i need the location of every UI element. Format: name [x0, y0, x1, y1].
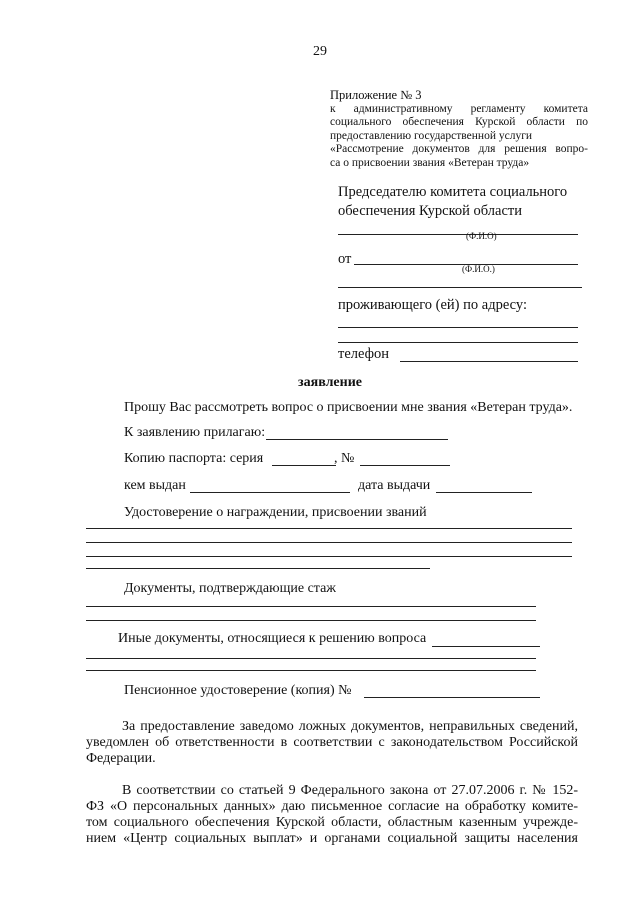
award-field-line[interactable]	[86, 528, 572, 529]
other-docs-label: Иные документы, относящиеся к решению вопроса	[118, 631, 427, 646]
work-docs-label: Документы, подтверждающие стаж	[124, 581, 336, 596]
liability-line: За предоставление заведомо ложных документов, неправильных сведений,	[122, 719, 578, 734]
address-field-line-2[interactable]	[338, 342, 578, 343]
liability-paragraph	[86, 719, 578, 767]
appendix-line: к административному регламенту комитета	[330, 102, 588, 115]
consent-line: ФЗ «О персональных данных» даю письменное согласие на обработку комите-	[86, 799, 578, 814]
attach-field-line[interactable]	[266, 439, 448, 440]
passport-number-label: , №	[334, 451, 355, 466]
addressee-line-1: Председателю комитета социального	[338, 184, 568, 200]
award-field-line-4[interactable]	[86, 568, 430, 569]
appendix-line: предоставлению государственной услуги	[330, 129, 533, 142]
page-number: 29	[313, 44, 327, 59]
form-heading: заявление	[298, 375, 362, 390]
passport-label: Копию паспорта: серия	[124, 451, 264, 466]
addressee-line-2: обеспечения Курской области	[338, 203, 522, 219]
consent-line: том социального обеспечения Курской области, областным казенным учрежде-	[86, 815, 578, 830]
issued-by-label: кем выдан	[124, 478, 186, 493]
appendix-line: социального обеспечения Курской области по	[330, 116, 588, 128]
appendix-title: Приложение № 3	[330, 88, 422, 102]
residing-label: проживающего (ей) по адресу:	[338, 297, 527, 313]
fio-caption-2: (Ф.И.О.)	[462, 264, 495, 274]
award-field-line-3[interactable]	[86, 556, 572, 557]
phone-field-line[interactable]	[400, 361, 578, 362]
fio-field-line[interactable]	[338, 234, 578, 235]
passport-series-line[interactable]	[272, 465, 336, 466]
issue-date-line[interactable]	[436, 492, 532, 493]
consent-paragraph	[86, 783, 578, 847]
other-docs-line[interactable]	[432, 646, 540, 647]
other-docs-line-3[interactable]	[86, 670, 536, 671]
from-label: от	[338, 251, 352, 267]
appendix-block	[330, 89, 588, 170]
attach-label: К заявлению прилагаю:	[124, 425, 266, 440]
pension-label: Пенсионное удостоверение (копия) №	[124, 683, 352, 698]
other-docs-line-2[interactable]	[86, 658, 536, 659]
consent-line: нием «Центр социальных выплат» и органами социальной защиты населения	[86, 831, 578, 846]
award-cert-label: Удостоверение о награждении, присвоении званий	[124, 505, 427, 520]
from-field-line-2[interactable]	[338, 287, 582, 288]
issue-date-label: дата выдачи	[358, 478, 431, 493]
passport-number-line[interactable]	[360, 465, 450, 466]
issued-by-line[interactable]	[190, 492, 350, 493]
liability-line: уведомлен об ответственности в соответствии с законодательством Российской	[86, 735, 578, 750]
fio-caption: (Ф.И.О)	[466, 231, 497, 241]
pension-number-line[interactable]	[364, 697, 540, 698]
appendix-line: са о присвоении звания «Ветеран труда»	[330, 156, 530, 169]
work-docs-line-2[interactable]	[86, 620, 536, 621]
appendix-line: «Рассмотрение документов для решения вопро-	[330, 143, 588, 155]
award-field-line-2[interactable]	[86, 542, 572, 543]
address-field-line[interactable]	[338, 327, 578, 328]
consent-line: В соответствии со статьей 9 Федерального закона от 27.07.2006 г. № 152-	[122, 783, 578, 798]
work-docs-line[interactable]	[86, 606, 536, 607]
request-text: Прошу Вас рассмотреть вопрос о присвоении мне звания «Ветеран труда».	[124, 400, 573, 415]
liability-line: Федерации.	[86, 751, 156, 766]
phone-label: телефон	[338, 346, 390, 362]
